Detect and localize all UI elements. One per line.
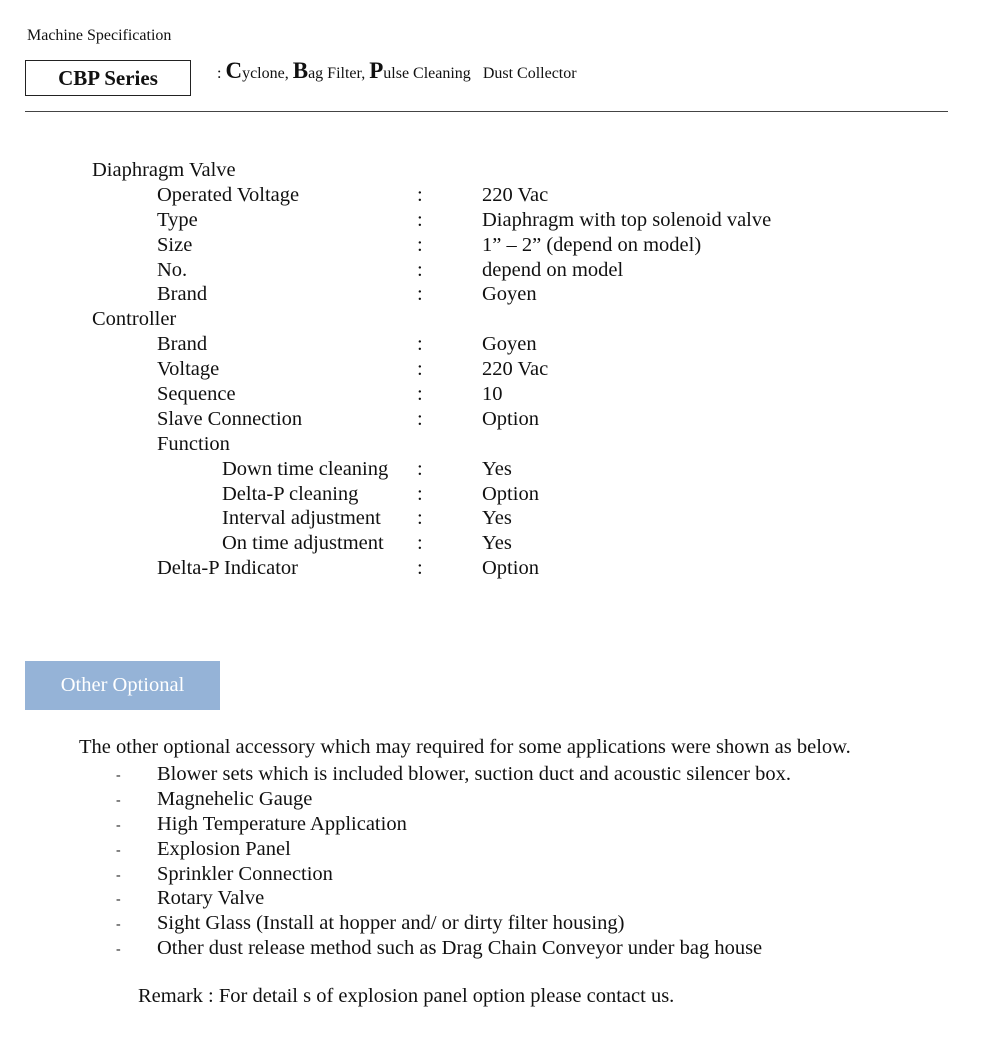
list-item xyxy=(0,936,1000,961)
remark-text: Remark : For detail s of explosion panel option please contact us. xyxy=(138,985,675,1007)
spec-value: Option xyxy=(482,482,539,505)
list-item xyxy=(0,812,1000,837)
spec-row xyxy=(0,531,1000,556)
spec-value: 10 xyxy=(482,383,503,406)
list-item-text: Sprinkler Connection xyxy=(157,862,333,885)
spec-label: Down time cleaning xyxy=(222,457,389,480)
spec-value: Yes xyxy=(482,457,512,480)
spec-colon: : xyxy=(417,233,423,256)
spec-value: Goyen xyxy=(482,333,537,356)
page-small-title: Machine Specification xyxy=(27,27,172,44)
spec-table xyxy=(0,158,1000,581)
list-item xyxy=(0,911,1000,936)
spec-row xyxy=(0,357,1000,382)
spec-label: No. xyxy=(157,258,188,281)
spec-colon: : xyxy=(417,532,423,555)
spec-colon: : xyxy=(417,208,423,231)
subtitle-c-rest: yclone, xyxy=(242,65,293,82)
spec-colon: : xyxy=(417,183,423,206)
series-subtitle xyxy=(217,58,577,84)
bullet-dash: - xyxy=(116,768,121,783)
spec-label: Operated Voltage xyxy=(157,183,300,206)
spec-colon: : xyxy=(417,482,423,505)
subtitle-c: C xyxy=(225,58,243,83)
bullet-dash: - xyxy=(116,917,121,933)
other-optional-heading xyxy=(25,661,220,710)
list-item-text: Sight Glass (Install at hopper and/ or dirty filter housing) xyxy=(157,912,625,935)
spec-value: 220 Vac xyxy=(482,358,549,381)
list-item-text: Other dust release method such as Drag Chain Conveyor under bag house xyxy=(157,937,763,960)
spec-row xyxy=(0,382,1000,407)
spec-row xyxy=(0,208,1000,233)
spec-row xyxy=(0,282,1000,307)
spec-colon: : xyxy=(417,258,423,281)
spec-value: 220 Vac xyxy=(482,183,549,206)
spec-value: Option xyxy=(482,407,539,430)
spec-row xyxy=(0,506,1000,531)
subtitle-tail: Dust Collector xyxy=(482,65,577,82)
spec-colon: : xyxy=(417,407,423,430)
spec-label: Size xyxy=(157,233,193,256)
spec-row xyxy=(0,432,1000,457)
spec-label: Brand xyxy=(157,333,208,356)
subtitle-prefix: : xyxy=(217,65,226,82)
spec-value: depend on model xyxy=(482,258,624,281)
spec-row xyxy=(0,183,1000,208)
list-item-text: High Temperature Application xyxy=(157,812,407,835)
list-item xyxy=(0,886,1000,911)
spec-colon: : xyxy=(417,283,423,306)
spec-section-title: Controller xyxy=(92,308,177,331)
spec-label: Interval adjustment xyxy=(222,507,381,530)
spec-label: Voltage xyxy=(157,358,220,381)
series-label: CBP Series xyxy=(58,65,158,90)
spec-row xyxy=(0,332,1000,357)
spec-label: Slave Connection xyxy=(157,407,303,430)
list-item xyxy=(0,862,1000,887)
spec-colon: : xyxy=(417,557,423,580)
spec-row xyxy=(0,158,1000,183)
list-item-text: Magnehelic Gauge xyxy=(157,787,313,810)
spec-value: Yes xyxy=(482,507,512,530)
spec-row xyxy=(0,556,1000,581)
spec-label: Function xyxy=(157,432,230,455)
spec-colon: : xyxy=(417,507,423,530)
spec-label: Type xyxy=(157,208,198,231)
spec-value: Diaphragm with top solenoid valve xyxy=(482,208,772,231)
spec-section-title: Diaphragm Valve xyxy=(92,159,236,181)
spec-row xyxy=(0,307,1000,332)
spec-value: 1” – 2” (depend on model) xyxy=(482,233,702,256)
subtitle-p-rest: ulse Cleaning xyxy=(383,65,471,82)
spec-colon: : xyxy=(417,358,423,381)
spec-row xyxy=(0,407,1000,432)
bullet-dash: - xyxy=(116,942,121,958)
spec-row xyxy=(0,258,1000,283)
other-optional-intro: The other optional accessory which may required for some applications were shown as below. xyxy=(79,736,851,758)
list-item-text: Blower sets which is included blower, suction duct and acoustic silencer box. xyxy=(157,763,791,785)
list-item xyxy=(0,787,1000,812)
subtitle-p: P xyxy=(369,58,384,83)
spec-row xyxy=(0,482,1000,507)
bullet-dash: - xyxy=(116,792,121,808)
spec-row xyxy=(0,457,1000,482)
bullet-dash: - xyxy=(116,817,121,833)
list-item xyxy=(0,837,1000,862)
spec-value: Yes xyxy=(482,532,512,555)
spec-label: Delta-P cleaning xyxy=(222,482,359,505)
subtitle-b-rest: ag Filter, xyxy=(308,65,370,82)
spec-label: On time adjustment xyxy=(222,532,384,555)
bullet-dash: - xyxy=(116,867,121,883)
spec-value: Goyen xyxy=(482,283,537,306)
spec-row xyxy=(0,233,1000,258)
spec-label: Brand xyxy=(157,283,208,306)
list-item-text: Rotary Valve xyxy=(157,887,265,910)
optional-list xyxy=(0,762,1000,961)
bullet-dash: - xyxy=(116,892,121,908)
list-item xyxy=(0,762,1000,787)
spec-label: Delta-P Indicator xyxy=(157,557,298,580)
spec-colon: : xyxy=(417,383,423,406)
spec-value: Option xyxy=(482,557,539,580)
spec-colon: : xyxy=(417,457,423,480)
bullet-dash: - xyxy=(116,842,121,858)
subtitle-b: B xyxy=(292,58,309,83)
spec-label: Sequence xyxy=(157,383,236,406)
header-divider xyxy=(25,111,948,112)
other-optional-heading-text: Other Optional xyxy=(60,674,185,696)
list-item-text: Explosion Panel xyxy=(157,837,291,860)
series-label-box xyxy=(25,60,191,96)
spec-colon: : xyxy=(417,333,423,356)
